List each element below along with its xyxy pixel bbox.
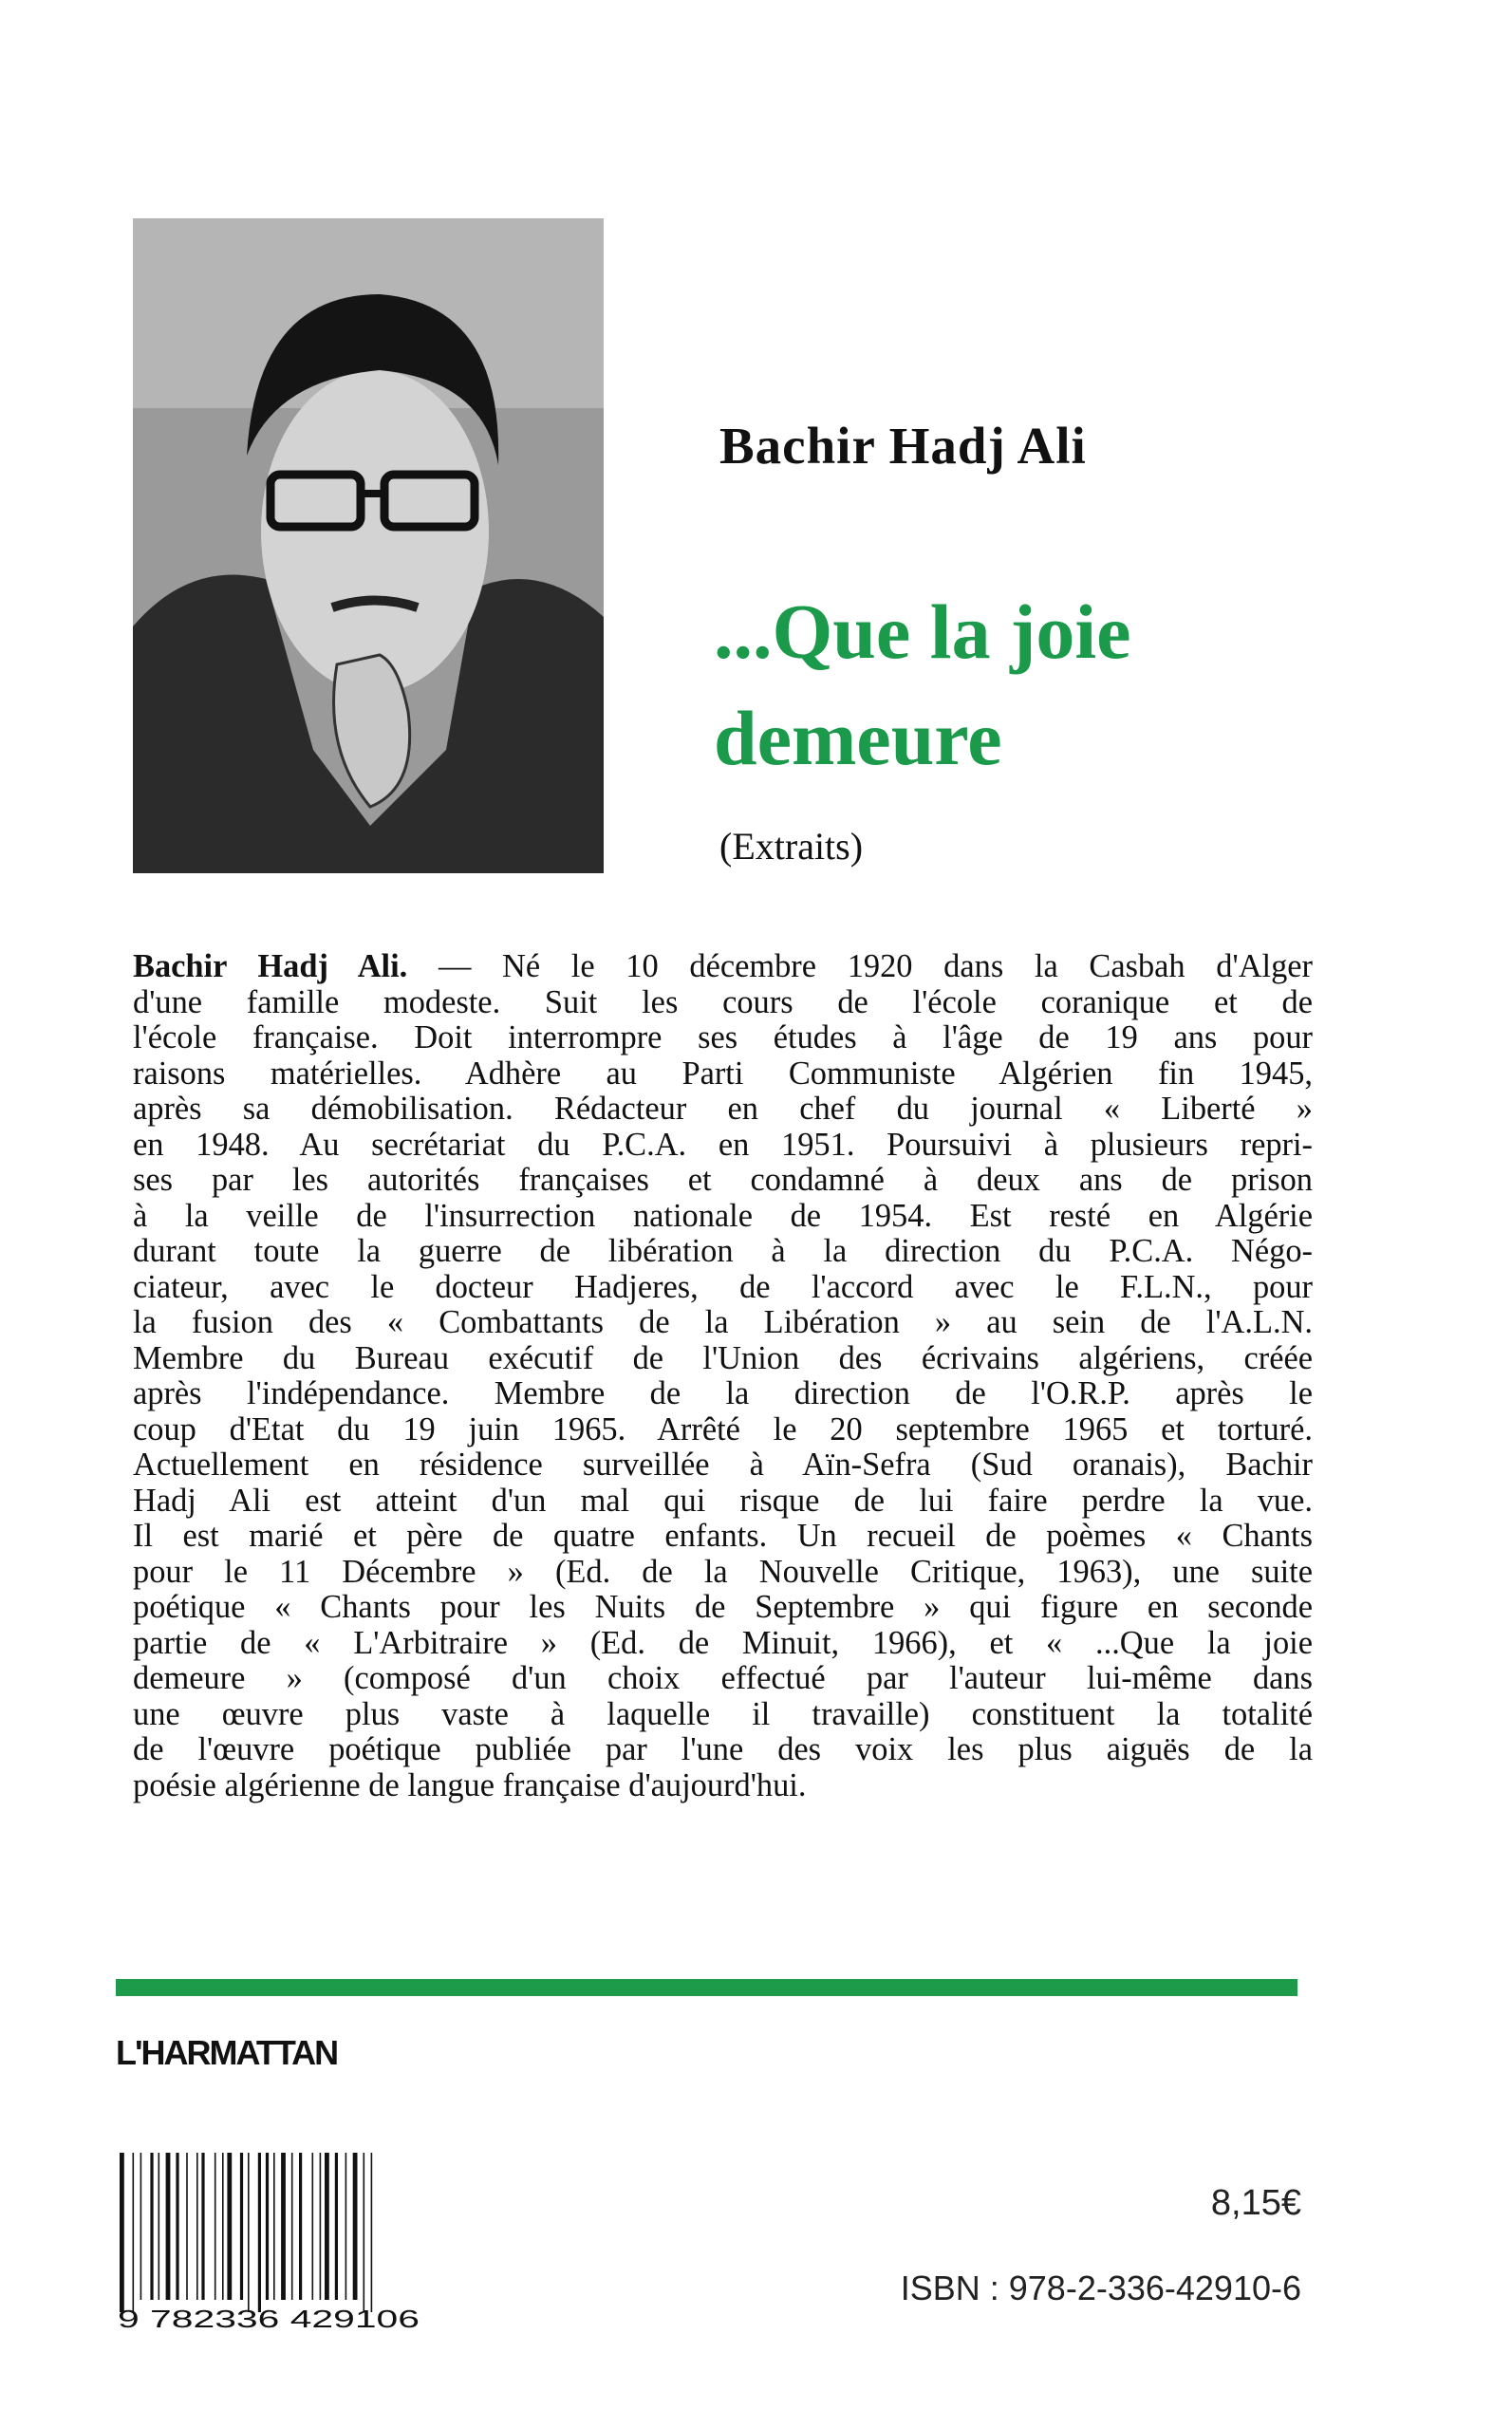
book-title — [714, 579, 1131, 792]
barcode-bar — [222, 2153, 224, 2300]
bio-line: une œuvre plus vaste à laquelle il travaille) constituent la totalité — [133, 1695, 1313, 1732]
barcode-bar — [140, 2153, 142, 2300]
price: 8,15€ — [1210, 2183, 1301, 2223]
author-name: Bachir Hadj Ali — [719, 417, 1087, 475]
barcode-bar — [159, 2153, 160, 2300]
barcode-bar — [227, 2153, 232, 2300]
bio-line: coup d'Etat du 19 juin 1965. Arrêté le 20 septembre 1965 et torturé. — [133, 1410, 1313, 1447]
barcode-bar — [266, 2153, 269, 2300]
bio-line: en 1948. Au secrétariat du P.C.A. en 1951. Poursuivi à plusieurs repri- — [133, 1126, 1313, 1163]
bio-line: pour le 11 Décembre » (Ed. de la Nouvelle Critique, 1963), une suite — [133, 1553, 1313, 1590]
bio-line: Hadj Ali est atteint d'un mal qui risque de lui faire perdre la vue. — [133, 1482, 1313, 1519]
bio-line: de l'œuvre poétique publiée par l'une des voix les plus aiguës de la — [133, 1731, 1313, 1767]
barcode-bar — [166, 2153, 171, 2300]
barcode-bar — [196, 2153, 198, 2300]
barcode-bar — [240, 2153, 243, 2300]
barcode-bar — [364, 2153, 365, 2312]
author-photo — [133, 218, 604, 873]
barcode-bar — [291, 2153, 293, 2300]
bio-line: ses par les autorités françaises et condamné à deux ans de prison — [133, 1162, 1313, 1198]
bio-line: durant toute la guerre de libération à la direction du P.C.A. Négo- — [133, 1233, 1313, 1269]
bio-line — [133, 949, 1313, 985]
barcode-bar — [312, 2153, 314, 2300]
bio-author-name: Bachir Hadj Ali. — [133, 948, 408, 984]
author-biography — [133, 949, 1313, 1803]
barcode-bar — [186, 2153, 188, 2300]
bio-line: après l'indépendance. Membre de la direction de l'O.R.P. après le — [133, 1375, 1313, 1411]
bio-line: à la veille de l'insurrection nationale de 1954. Est resté en Algérie — [133, 1197, 1313, 1234]
bio-line: après sa démobilisation. Rédacteur en chef du journal « Liberté » — [133, 1091, 1313, 1127]
barcode-bar — [299, 2153, 302, 2300]
book-subtitle: (Extraits) — [719, 825, 864, 868]
barcode-bar — [345, 2153, 347, 2300]
barcode-bar — [273, 2153, 275, 2300]
barcode-bar — [371, 2153, 373, 2312]
barcode-bar — [335, 2153, 338, 2300]
bio-line: poétique « Chants pour les Nuits de Septembre » qui figure en seconde — [133, 1589, 1313, 1625]
book-title-line-2: demeure — [714, 695, 1002, 781]
bio-line: la fusion des « Combattants de la Libération » au sein de l'A.L.N. — [133, 1304, 1313, 1340]
bio-line-text: — Né le 10 décembre 1920 dans la Casbah d'Alger — [407, 948, 1313, 984]
bio-line: poésie algérienne de langue française d'aujourd'hui. — [133, 1766, 807, 1803]
barcode-bar — [150, 2153, 153, 2300]
book-title-line-1: ...Que la joie — [714, 588, 1131, 675]
bio-line: demeure » (composé d'un choix effectué par l'auteur lui-même dans — [133, 1660, 1313, 1696]
barcode-bar — [120, 2153, 124, 2312]
bio-line: d'une famille modeste. Suit les cours de l'école coranique et de — [133, 983, 1313, 1020]
barcode-bar — [258, 2153, 261, 2312]
isbn-barcode — [116, 2153, 424, 2333]
barcode-number: 9 782336 429106 — [118, 2305, 420, 2333]
barcode-bar — [133, 2153, 135, 2312]
isbn-number: ISBN : 978-2-336-42910-6 — [900, 2269, 1301, 2307]
barcode-bar — [248, 2153, 250, 2312]
bio-line: Membre du Bureau exécutif de l'Union des écrivains algériens, créée — [133, 1339, 1313, 1376]
barcode-bar — [281, 2153, 286, 2300]
bio-line: partie de « L'Arbitraire » (Ed. de Minuit, 1966), et « ...Que la joie — [133, 1624, 1313, 1661]
barcode-bar — [353, 2153, 358, 2300]
barcode-bar — [176, 2153, 178, 2300]
barcode-bar — [201, 2153, 204, 2300]
publisher-logo: L'HARMATTAN — [116, 2033, 338, 2072]
barcode-bar — [320, 2153, 322, 2300]
green-divider — [116, 1979, 1297, 1996]
bio-line: Actuellement en résidence surveillée à Aïn-Sefra (Sud oranais), Bachir — [133, 1447, 1313, 1483]
bio-line: raisons matérielles. Adhère au Parti Communiste Algérien fin 1945, — [133, 1055, 1313, 1092]
author-portrait-icon — [133, 218, 604, 873]
bio-line: ciateur, avec le docteur Hadjeres, de l'accord avec le F.L.N., pour — [133, 1268, 1313, 1305]
barcode-bar — [325, 2153, 329, 2300]
bio-line: Il est marié et père de quatre enfants. Un recueil de poèmes « Chants — [133, 1518, 1313, 1554]
bio-line: l'école française. Doit interrompre ses études à l'âge de 19 ans pour — [133, 1019, 1313, 1055]
barcode-bar — [215, 2153, 216, 2300]
